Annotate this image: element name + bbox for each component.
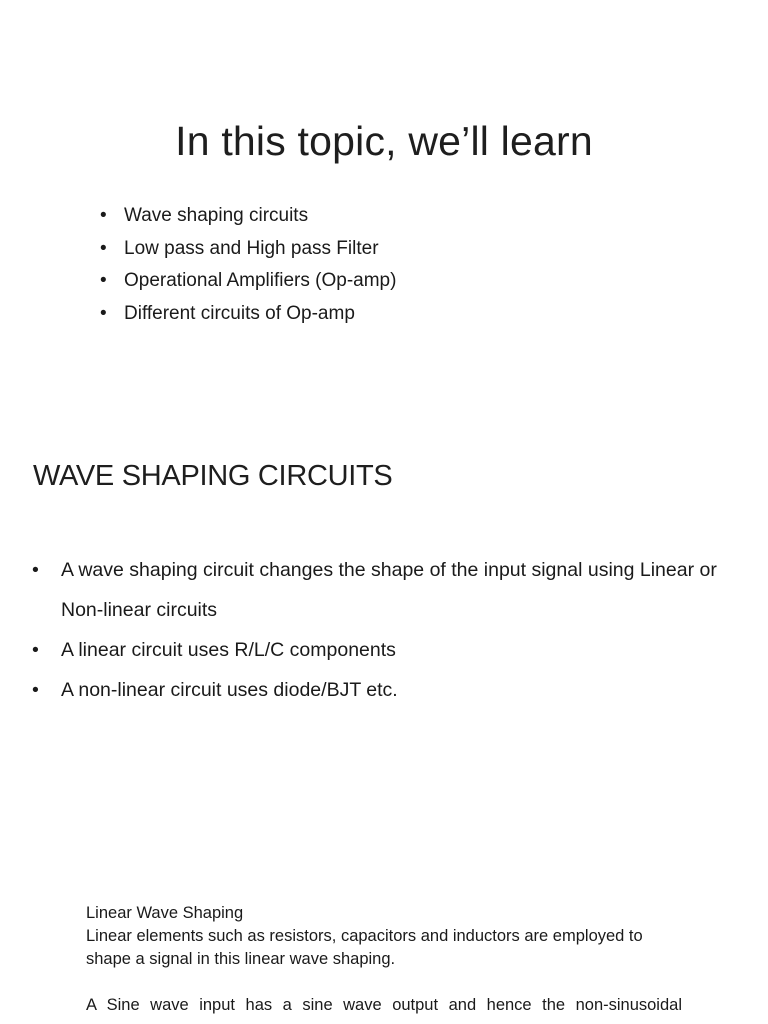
bullet-icon: •: [100, 237, 107, 259]
list-item-text: Wave shaping circuits: [124, 205, 309, 226]
paragraph: A Sine wave input has a sine wave output and hence the non-sinusoidal: [86, 996, 682, 1014]
slide-intro: [0, 0, 768, 400]
bullet-icon: •: [100, 302, 107, 324]
slide-linear-wave-shaping: [0, 890, 768, 1024]
bullet-icon: •: [32, 559, 39, 581]
definition-list: [32, 550, 732, 710]
list-item: [32, 670, 732, 710]
list-item-text: A wave shaping circuit changes the shape of the input signal using Linear or Non-linear circuits: [61, 559, 717, 621]
list-item-text: A non-linear circuit uses diode/BJT etc.: [61, 679, 398, 701]
list-item-text: Low pass and High pass Filter: [124, 237, 379, 259]
slide-title: In this topic, we’ll learn: [175, 118, 593, 164]
list-item-text: A linear circuit uses R/L/C components: [61, 639, 396, 661]
list-item: [32, 550, 732, 630]
paragraph: Linear elements such as resistors, capacitors and inductors are employed to shape a signal in this linear wave shaping.: [86, 927, 643, 968]
list-item: [32, 630, 732, 670]
list-item: [100, 233, 396, 266]
bullet-icon: •: [100, 205, 107, 226]
slide-wave-shaping: [0, 440, 768, 770]
list-item-text: Different circuits of Op-amp: [124, 302, 355, 324]
list-item-text: Operational Amplifiers (Op-amp): [124, 270, 397, 291]
list-item: [100, 298, 396, 331]
bullet-icon: •: [100, 270, 107, 291]
bullet-icon: •: [32, 679, 39, 701]
text-body: [86, 902, 682, 1017]
topic-list: [100, 200, 396, 330]
section-heading: Linear Wave Shaping: [86, 904, 244, 922]
list-item: [100, 200, 396, 233]
list-item: [100, 265, 396, 298]
bullet-icon: •: [32, 639, 39, 661]
slide-title: WAVE SHAPING CIRCUITS: [33, 460, 393, 492]
